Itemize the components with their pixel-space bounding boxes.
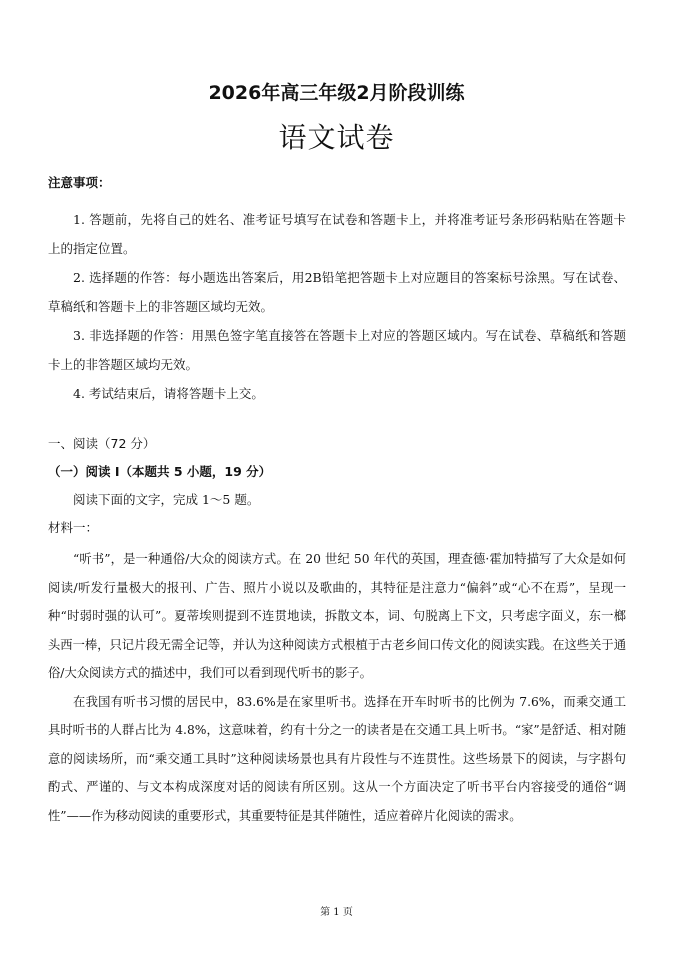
instructions-block — [48, 176, 626, 408]
note-item: 1. 答题前，先将自己的姓名、准考证号填写在试卷和答题卡上，并将准考证号条形码粘贴在答题卡上的指定位置。 — [48, 212, 626, 256]
exam-title: 2026年高三年级2月阶段训练 — [208, 82, 465, 104]
note-item: 3. 非选择题的作答：用黑色签字笔直接答在答题卡上对应的答题区域内。写在试卷、草稿纸和答题卡上的非答题区域均无效。 — [48, 328, 626, 372]
material-label: 材料一： — [48, 520, 99, 535]
material-text — [48, 545, 626, 830]
reading-instruction: 阅读下面的文字，完成 1～5 题。 — [73, 492, 260, 507]
notes-heading: 注意事项： — [48, 175, 111, 190]
material-paragraph: “听书”，是一种通俗/大众的阅读方式。在 20 世纪 50 年代的英国，理查德·霍加特描写了大众是如何阅读/听发行量极大的报刊、广告、照片小说以及歌曲的，其特征是注意力“偏斜”或“心不在焉”，呈现一种“时弱时强的认可”。夏蒂埃则提到不连贯地读，拆散文本，词、句脱离上下文，只考虑字面义，东一榔头西一棒，只记片段无需全记等，并认为这种阅读方式根植于古老乡间口传文化的阅读实践。在这些关于通俗/大众阅读方式的描述中，我们可以看到现代听书的影子。 — [48, 552, 626, 680]
page-number: 第 1 页 — [320, 907, 353, 918]
material-paragraph: 在我国有听书习惯的居民中，83.6%是在家里听书。选择在开车时听书的比例为 7.6%，而乘交通工具时听书的人群占比为 4.8%，这意味着，约有十分之一的读者是在交通工具上听书。“家”是舒适、相对随意的阅读场所，而“乘交通工具时”这种阅读场景也具有片段性与不连贯性。这些场景下的阅读，与字斟句酌式、严谨的、与文本构成深度对话的阅读有所区别。这从一个方面决定了听书平台内容接受的通俗“调性”——作为移动阅读的重要形式，其重要特征是其伴随性，适应着碎片化阅读的需求。 — [48, 694, 626, 823]
subject-title: 语文试卷 — [278, 121, 395, 154]
note-item: 2. 选择题的作答：每小题选出答案后，用2B铅笔把答题卡上对应题目的答案标号涂黑。写在试卷、草稿纸和答题卡上的非答题区域均无效。 — [48, 270, 626, 314]
section-heading: 一、阅读（72 分） — [48, 436, 156, 451]
subsection-heading: （一）阅读 I（本题共 5 小题，19 分） — [48, 464, 272, 479]
note-item: 4. 考试结束后，请将答题卡上交。 — [73, 386, 264, 401]
